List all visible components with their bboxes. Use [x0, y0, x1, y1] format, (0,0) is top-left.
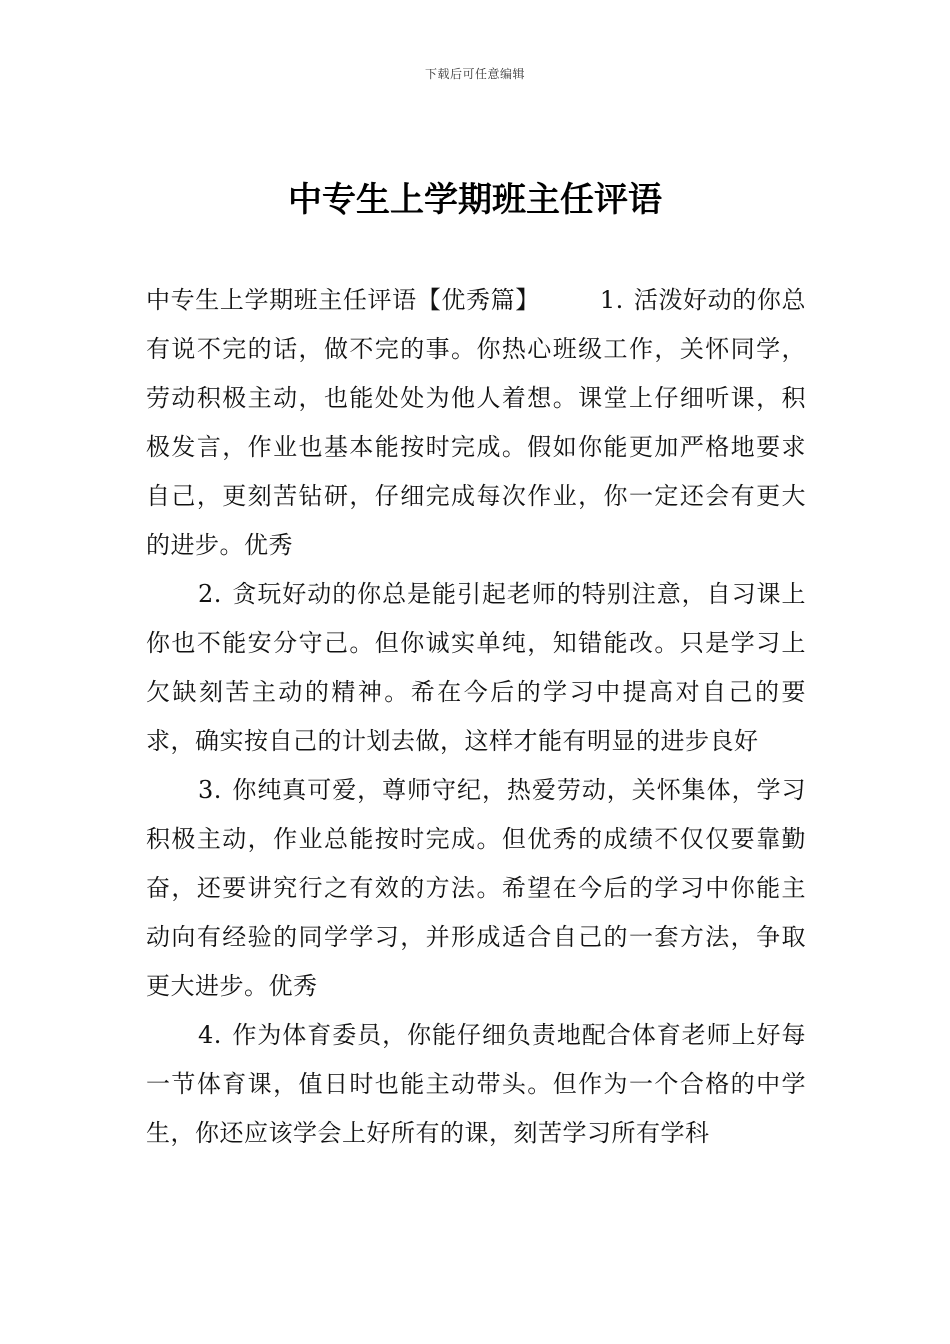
comment-paragraph-2 [146, 570, 806, 766]
paragraph-text: 贪玩好动的你总是能引起老师的特别注意，自习课上你也不能安分守己。但你诚实单纯，知错能改。只是学习上欠缺刻苦主动的精神。希在今后的学习中提高对自己的要求，确实按自己的计划去做，这样才能有明显的进步良好 [146, 580, 806, 755]
paragraph-number: 2. [198, 580, 222, 608]
paragraph-number: 4. [198, 1021, 222, 1049]
paragraph-text: 你纯真可爱，尊师守纪，热爱劳动，关怀集体，学习积极主动，作业总能按时完成。但优秀的成绩不仅仅要靠勤奋，还要讲究行之有效的方法。希望在今后的学习中你能主动向有经验的同学学习，并形成适合自己的一套方法，争取更大进步。优秀 [146, 776, 806, 1000]
document-title: 中专生上学期班主任评语 [288, 180, 662, 220]
paragraph-number: 1. [599, 286, 624, 314]
paragraph-text: 活泼好动的你总有说不完的话，做不完的事。你热心班级工作，关怀同学，劳动积极主动，也能处处为他人着想。课堂上仔细听课，积极发言，作业也基本能按时完成。假如你能更加严格地要求自己，更刻苦钻研，仔细完成每次作业，你一定还会有更大的进步。优秀 [146, 286, 807, 559]
paragraph-number: 3. [198, 776, 222, 804]
document-body [146, 276, 806, 1158]
intro-heading: 中专生上学期班主任评语【优秀篇】 [146, 286, 540, 314]
paragraph-text: 作为体育委员，你能仔细负责地配合体育老师上好每一节体育课，值日时也能主动带头。但作为一个合格的中学生，你还应该学会上好所有的课，刻苦学习所有学科 [146, 1021, 806, 1147]
comment-paragraph-3 [146, 766, 806, 1011]
header-note: 下载后可任意编辑 [424, 67, 525, 81]
comment-paragraph-4 [146, 1011, 806, 1158]
intro-paragraph [146, 276, 806, 570]
